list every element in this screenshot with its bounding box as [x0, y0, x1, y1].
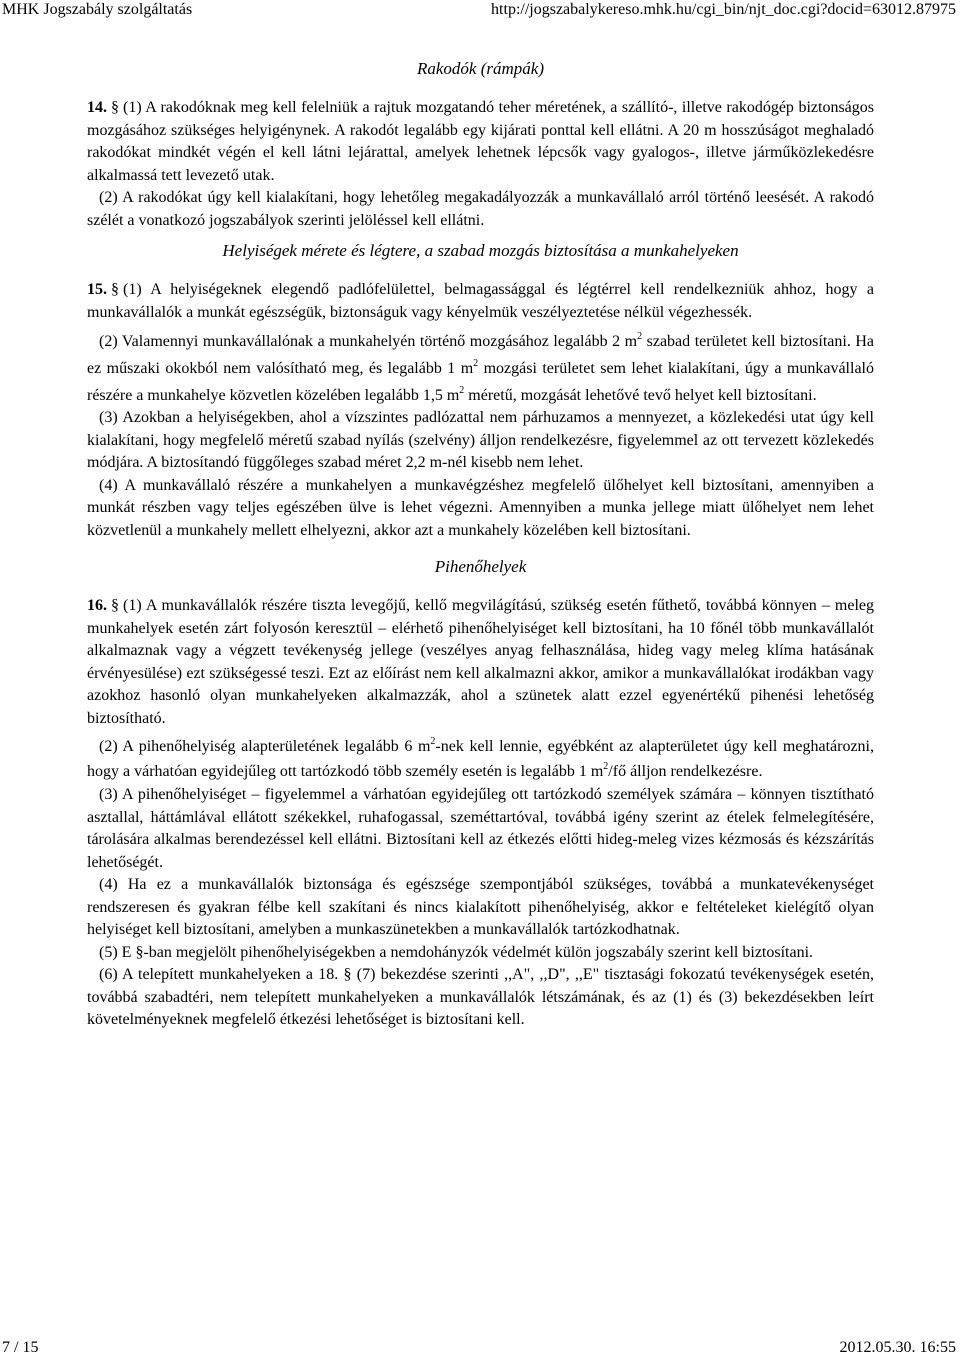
- document-body: [87, 58, 874, 1032]
- page-number: 7 / 15: [2, 1339, 39, 1356]
- paragraph: [87, 595, 874, 730]
- header-url: http://jogszabalykereso.mhk.hu/cgi_bin/njt_doc.cgi?docid=63012.87975: [491, 1, 956, 18]
- paragraph: (2) Valamennyi munkavállalónak a munkahelyén történő mozgásához legalább 2 $m^2$ szabad területet kell biztosítani. Ha ez műszaki okokból nem valósítható meg, és legalább 1 $m^2$ mozgási területet sem lehet kialakítani, úgy a munkavállaló részére a munkahelye közvetlen közelében legalább 1,5 $m^2$ méretű, mozgását lehetővé tevő helyet kell biztosítani.: [87, 331, 874, 404]
- paragraph-text: (1) A munkavállalók részére tiszta levegőjű, kellő megvilágítású, szükség esetén fűthető, továbbá könnyen – meleg munkahelyek esetén zárt folyosón keresztül – elérhető pihenőhelyiséget kell biztosítani, ha 10 főnél több munkavállalót alkalmaznak vagy a végzett tevékenység jellege (veszélyes anyag felhasználása, hideg vagy meleg klíma hatásának érvényesülése) ezt szükségessé teszi. Ezt az előírást nem kell alkalmazni akkor, amikor a munkavállalókat irodákban vagy azokhoz hasonló olyan munkahelyeken alkalmazzák, ahol a szünetek alatt ezzel egyenértékű pihenési lehetőség biztosítható.: [87, 597, 874, 727]
- superscript: 2: [637, 331, 643, 342]
- section-number: 14.: [87, 99, 107, 116]
- superscript: 2: [473, 358, 479, 369]
- paragraph: (2) A rakodókat úgy kell kialakítani, hogy lehetőleg megakadályozzák a munkavállaló arról történő leesését. A rakodó szélét a vonatkozó jogszabályok szerinti jelöléssel kell ellátni.: [87, 189, 874, 229]
- paragraph: (4) Ha ez a munkavállalók biztonsága és egészsége szempontjából szükséges, továbbá a munkatevékenységet rendszeresen és gyakran félbe kell szakítani és nincs kialakított pihenőhelyiség, akkor e feltételeket kielégítő olyan helyiséget kell biztosítani, amelyben a munkaszünetekben a munkavállalók tartózkodhatnak.: [87, 876, 874, 938]
- superscript: 2: [459, 385, 465, 396]
- section-symbol: §: [111, 281, 119, 298]
- section-number: 15.: [87, 281, 107, 298]
- section-symbol: §: [111, 597, 119, 614]
- section-symbol: §: [135, 943, 144, 961]
- paragraph: (2) A pihenőhelyiség alapterületének legalább 6 $m^2$-nek kell lennie, egyébként az alapterületet úgy kell meghatározni, hogy a várhatóan egyidejűleg ott tartózkodó több személy esetén is legalább 1 $m^2/fő$ álljon rendelkezésre.: [87, 736, 875, 780]
- paragraph-text: (1) A helyiségeknek elegendő padlófelülettel, belmagassággal és légtérrel kell rendelkezniük ahhoz, hogy a munkavállalók a munkát egészségük, biztonságuk vagy kényelmük veszélyeztetése nélkül végezhessék.: [87, 281, 874, 321]
- paragraph: [87, 279, 874, 324]
- paragraph: (5) E §-ban megjelölt pihenőhelyiségekben a nemdohányzók védelmét külön jogszabály szerint kell biztosítani.: [99, 943, 814, 961]
- section-symbol: §: [111, 99, 119, 116]
- paragraph: (6) A telepített munkahelyeken a 18. § (7) bekezdése szerinti ,,A", ,,D", ,,E" tisztasági fokozatú tevékenységek esetén, továbbá szabadtéri, nem telepített munkahelyeken a munkavállalók létszámának, és az (1) és (3) bekezdésekben leírt követelményeknek megfelelő étkezési lehetőséget is biztosítani kell.: [87, 966, 874, 1028]
- section-title: Helyiségek mérete és légtere, a szabad mozgás biztosítása a munkahelyeken: [222, 241, 739, 260]
- section-title: Pihenőhelyek: [434, 557, 527, 576]
- paragraph: [87, 97, 874, 187]
- paragraph: (3) A pihenőhelyiséget – figyelemmel a várhatóan egyidejűleg ott tartózkodó személyek számára – könnyen tisztítható asztallal, háttámlával ellátott székekkel, ruhafogassal, szeméttartóval, továbbá igény szerint az ételek felmelegítésére, tárolására alkalmas berendezéssel kell ellátni. Biztosítani kell az étkezés előtti hideg-meleg vizes kézmosás és kézszárítás lehetőségét.: [87, 786, 874, 871]
- paragraph: (4) A munkavállaló részére a munkahelyen a munkavégzéshez megfelelő ülőhelyet kell biztosítani, amennyiben a munkát részben vagy teljes egészében ülve is lehet végezni. Amennyiben a munka jellege miatt ülőhelyet nem lehet közvetlenül a munkahely mellett elhelyezni, akkor azt a munkahely közelében kell biztosítani.: [87, 476, 874, 539]
- superscript: 2: [430, 736, 436, 747]
- paragraph: (3) Azokban a helyiségekben, ahol a vízszintes padlózattal nem párhuzamos a mennyezet, a közlekedési utat úgy kell kialakítani, hogy megfelelő méretű szabad nyílás (szelvény) álljon rendelkezésre, figyelemmel az ott tervezett közlekedés módjára. A biztosítandó függőleges szabad méret 2,2 m-nél kisebb nem lehet.: [87, 409, 874, 471]
- page-header: [0, 0, 960, 20]
- print-datetime: 2012.05.30. 16:55: [839, 1339, 956, 1356]
- header-service-name: MHK Jogszabály szolgáltatás: [2, 1, 193, 18]
- paragraph-text: (1) A rakodóknak meg kell felelniük a rajtuk mozgatandó teher méretének, a szállító-, illetve rakodógép biztonságos mozgásához szükséges helyigénynek. A rakodót legalább egy kijárati ponttal kell ellátni. A 20 m hosszúságot meghaladó rakodókat mindkét végén el kell látni lejárattal, amelyek lehetnek lépcsők vagy gyalogos-, illetve járműközlekedésre alkalmassá tett levezető utak.: [87, 99, 874, 184]
- page-footer: [0, 1338, 960, 1358]
- section-title: Rakodók (rámpák): [417, 59, 544, 78]
- section-number: 16.: [87, 597, 107, 614]
- superscript: 2: [603, 761, 609, 772]
